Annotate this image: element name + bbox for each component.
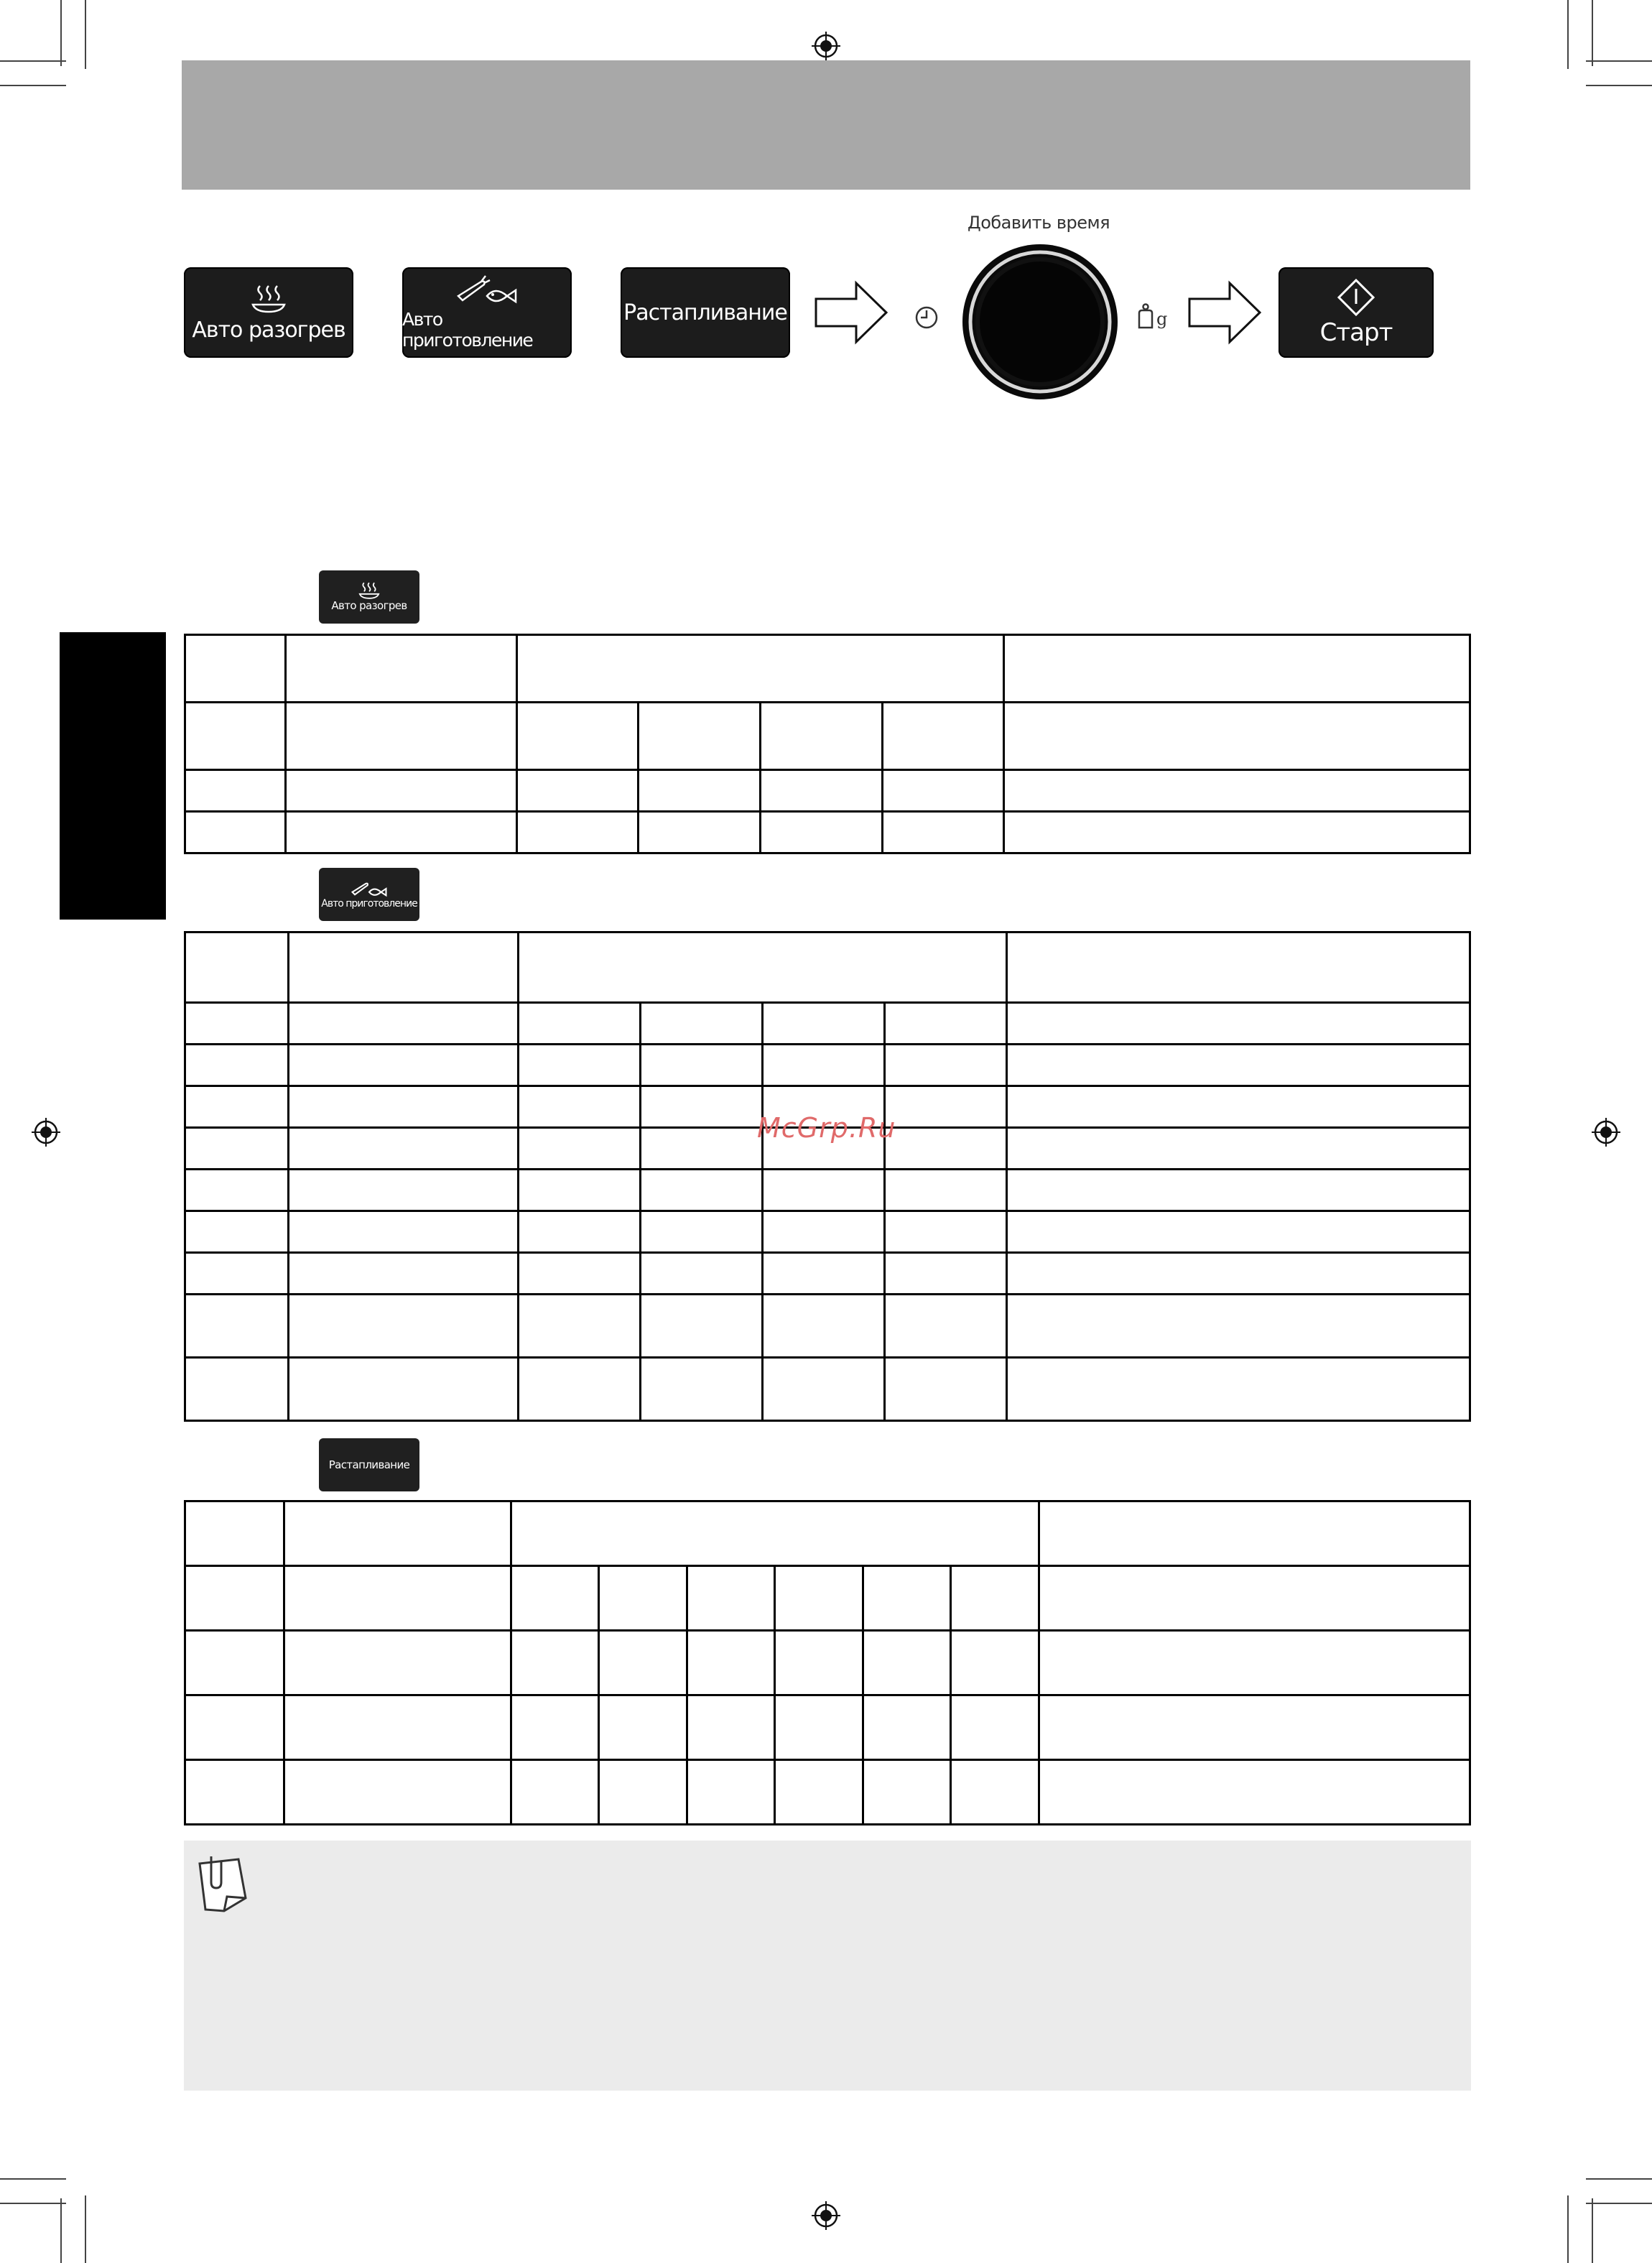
- crop-mark: [1567, 0, 1569, 69]
- crop-mark: [60, 2198, 62, 2263]
- table-cell: [289, 1253, 519, 1295]
- table-cell: [885, 1170, 1007, 1211]
- table-cell: [775, 1631, 863, 1695]
- registration-mark-icon: [1592, 1118, 1620, 1147]
- defrost-section-button: [319, 1438, 419, 1491]
- table-cell: [1007, 1358, 1470, 1421]
- table-cell: [641, 1003, 763, 1045]
- crop-mark: [0, 60, 66, 62]
- table-cell: [289, 1170, 519, 1211]
- defrost-button[interactable]: [621, 267, 790, 358]
- table-cell: [185, 1045, 289, 1086]
- table-cell: [185, 1295, 289, 1358]
- table-cell: [185, 770, 286, 812]
- table-cell: [641, 1128, 763, 1170]
- table-cell: [951, 1631, 1039, 1695]
- table-cell: [289, 1086, 519, 1128]
- table-cell: [511, 1501, 1039, 1566]
- table-cell: [639, 812, 761, 853]
- auto-reheat-section-button: [319, 570, 419, 624]
- table-cell: [185, 1566, 284, 1631]
- start-label: Старт: [1319, 318, 1393, 347]
- table-cell: [1039, 1695, 1470, 1760]
- table-cell: [687, 1695, 775, 1760]
- table-cell: [519, 1295, 641, 1358]
- table-cell: [885, 1253, 1007, 1295]
- table-cell: [763, 1253, 885, 1295]
- table-cell: [289, 1003, 519, 1045]
- table-cell: [519, 1253, 641, 1295]
- table-cell: [519, 1211, 641, 1253]
- auto-cook-section-label: Авто приготовление: [321, 898, 417, 910]
- table-cell: [863, 1760, 951, 1825]
- defrost-table: [184, 1500, 1471, 1825]
- table-cell: [641, 1358, 763, 1421]
- table-cell: [1007, 1253, 1470, 1295]
- table-cell: [763, 1295, 885, 1358]
- table-cell: [883, 812, 1004, 853]
- auto-cook-section-button: [319, 868, 419, 921]
- table-cell: [761, 703, 883, 770]
- table-cell: [519, 1128, 641, 1170]
- table-cell: [519, 1086, 641, 1128]
- auto-reheat-label: Авто разогрев: [192, 317, 345, 343]
- table-cell: [1004, 770, 1470, 812]
- table-cell: [185, 1086, 289, 1128]
- table-cell: [519, 932, 1007, 1003]
- table-cell: [641, 1295, 763, 1358]
- crop-mark: [60, 0, 62, 66]
- crop-mark: [85, 0, 86, 69]
- table-cell: [1007, 1170, 1470, 1211]
- table-cell: [863, 1695, 951, 1760]
- table-cell: [641, 1253, 763, 1295]
- table-cell: [641, 1045, 763, 1086]
- table-cell: [286, 812, 517, 853]
- table-cell: [517, 703, 639, 770]
- table-cell: [284, 1760, 511, 1825]
- table-cell: [286, 635, 517, 703]
- table-cell: [641, 1211, 763, 1253]
- crop-mark: [85, 2195, 86, 2263]
- table-cell: [775, 1695, 863, 1760]
- weight-icon: [1136, 303, 1155, 329]
- table-cell: [1039, 1501, 1470, 1566]
- crop-mark: [1586, 2203, 1652, 2204]
- table-cell: [687, 1566, 775, 1631]
- table-cell: [185, 1501, 284, 1566]
- watermark: McGrp.Ru: [757, 1112, 896, 1144]
- table-cell: [775, 1760, 863, 1825]
- table-cell: [1039, 1566, 1470, 1631]
- table-cell: [1004, 635, 1470, 703]
- crop-mark: [0, 85, 66, 86]
- weight-unit: g: [1156, 309, 1168, 329]
- table-cell: [517, 635, 1004, 703]
- table-cell: [761, 812, 883, 853]
- steam-plate-icon: [250, 283, 287, 315]
- carrot-fish-icon: [454, 274, 520, 306]
- table-cell: [517, 770, 639, 812]
- table-cell: [284, 1695, 511, 1760]
- table-cell: [286, 770, 517, 812]
- table-cell: [775, 1566, 863, 1631]
- table-cell: [885, 1086, 1007, 1128]
- header-band: [182, 60, 1470, 190]
- table-cell: [1004, 703, 1470, 770]
- table-cell: [289, 1211, 519, 1253]
- table-cell: [1007, 1086, 1470, 1128]
- table-cell: [639, 703, 761, 770]
- weight-indicator: [1136, 303, 1167, 329]
- table-cell: [885, 1045, 1007, 1086]
- table-cell: [951, 1760, 1039, 1825]
- table-cell: [519, 1003, 641, 1045]
- table-cell: [185, 1170, 289, 1211]
- table-cell: [185, 1211, 289, 1253]
- table-cell: [885, 1003, 1007, 1045]
- table-cell: [687, 1631, 775, 1695]
- table-cell: [863, 1566, 951, 1631]
- table-cell: [511, 1760, 599, 1825]
- table-cell: [511, 1695, 599, 1760]
- table-cell: [289, 1128, 519, 1170]
- table-cell: [1039, 1760, 1470, 1825]
- steam-plate-icon: [358, 582, 381, 599]
- crop-mark: [1586, 60, 1652, 62]
- table-cell: [883, 703, 1004, 770]
- table-cell: [511, 1566, 599, 1631]
- table-cell: [687, 1760, 775, 1825]
- dial-caption: Добавить время: [967, 213, 1110, 233]
- table-cell: [599, 1695, 687, 1760]
- clock-icon: [914, 305, 939, 330]
- table-cell: [599, 1631, 687, 1695]
- table-cell: [185, 812, 286, 853]
- carrot-fish-icon: [350, 879, 389, 898]
- defrost-label: Растапливание: [623, 300, 787, 325]
- table-cell: [1004, 812, 1470, 853]
- table-cell: [951, 1566, 1039, 1631]
- table-cell: [763, 1045, 885, 1086]
- table-cell: [599, 1760, 687, 1825]
- table-cell: [185, 1695, 284, 1760]
- table-cell: [284, 1631, 511, 1695]
- auto-reheat-section-label: Авто разогрев: [331, 599, 407, 612]
- table-cell: [761, 770, 883, 812]
- table-cell: [519, 1170, 641, 1211]
- table-cell: [517, 812, 639, 853]
- defrost-section-label: Растапливание: [328, 1458, 410, 1471]
- crop-mark: [1567, 2195, 1569, 2263]
- table-cell: [763, 1170, 885, 1211]
- crop-mark: [1586, 85, 1652, 86]
- registration-mark-icon: [812, 2201, 840, 2230]
- auto-cook-label: Авто приготовление: [402, 309, 533, 351]
- crop-mark: [0, 2178, 66, 2180]
- table-cell: [1007, 932, 1470, 1003]
- arrow-right-icon: [815, 280, 889, 345]
- table-cell: [1007, 1045, 1470, 1086]
- table-cell: [289, 1045, 519, 1086]
- table-cell: [185, 1003, 289, 1045]
- auto-reheat-table: [184, 634, 1471, 854]
- table-cell: [185, 1631, 284, 1695]
- table-cell: [185, 1253, 289, 1295]
- table-cell: [519, 1358, 641, 1421]
- auto-cook-button[interactable]: [402, 267, 572, 358]
- side-tab: [60, 632, 166, 920]
- table-cell: [1007, 1128, 1470, 1170]
- table-cell: [885, 1295, 1007, 1358]
- table-cell: [185, 1760, 284, 1825]
- table-cell: [1039, 1631, 1470, 1695]
- table-cell: [1007, 1003, 1470, 1045]
- table-cell: [519, 1045, 641, 1086]
- note-box: [184, 1841, 1471, 2091]
- registration-mark-icon: [32, 1118, 60, 1147]
- table-cell: [863, 1631, 951, 1695]
- table-cell: [185, 635, 286, 703]
- table-cell: [883, 770, 1004, 812]
- auto-reheat-button[interactable]: [184, 267, 353, 358]
- table-cell: [763, 1358, 885, 1421]
- auto-cook-table: [184, 931, 1471, 1422]
- table-cell: [289, 1358, 519, 1421]
- table-cell: [885, 1128, 1007, 1170]
- table-cell: [641, 1170, 763, 1211]
- table-cell: [599, 1566, 687, 1631]
- crop-mark: [1586, 2178, 1652, 2180]
- table-cell: [289, 1295, 519, 1358]
- table-cell: [885, 1211, 1007, 1253]
- add-time-dial[interactable]: [961, 243, 1119, 401]
- table-cell: [641, 1086, 763, 1128]
- table-cell: [763, 1211, 885, 1253]
- crop-mark: [1592, 0, 1593, 66]
- table-cell: [1007, 1211, 1470, 1253]
- table-cell: [286, 703, 517, 770]
- arrow-right-icon: [1188, 280, 1263, 345]
- table-cell: [1007, 1295, 1470, 1358]
- crop-mark: [1592, 2198, 1593, 2263]
- table-cell: [289, 932, 519, 1003]
- table-cell: [763, 1003, 885, 1045]
- crop-mark: [0, 2203, 66, 2204]
- memo-clip-icon: [195, 1854, 250, 1914]
- table-cell: [185, 932, 289, 1003]
- table-cell: [639, 770, 761, 812]
- start-diamond-icon: [1337, 278, 1375, 317]
- table-cell: [185, 703, 286, 770]
- start-button[interactable]: [1279, 267, 1434, 358]
- registration-mark-icon: [812, 32, 840, 60]
- table-cell: [511, 1631, 599, 1695]
- table-cell: [951, 1695, 1039, 1760]
- table-cell: [284, 1501, 511, 1566]
- table-cell: [185, 1358, 289, 1421]
- table-cell: [885, 1358, 1007, 1421]
- table-cell: [185, 1128, 289, 1170]
- table-cell: [284, 1566, 511, 1631]
